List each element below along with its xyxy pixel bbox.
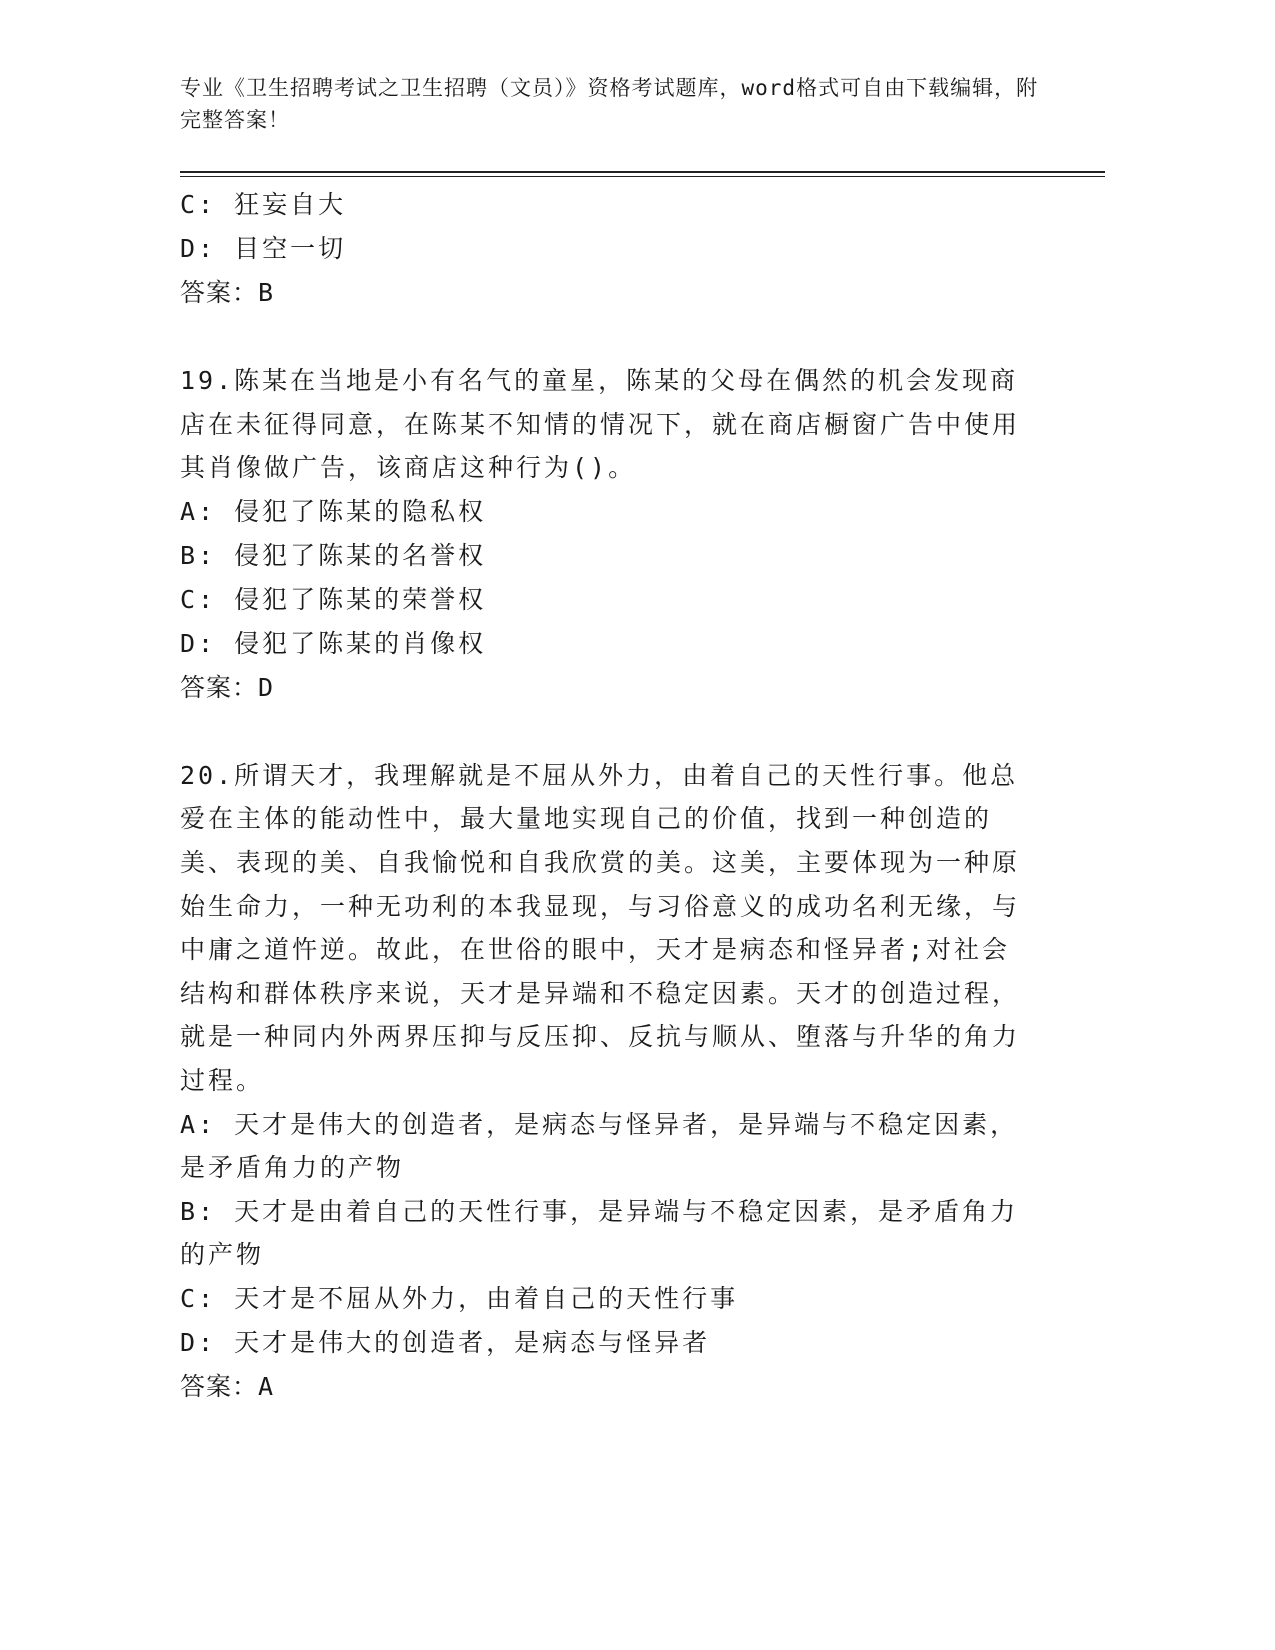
spacer bbox=[180, 710, 1030, 754]
option-c: C: 侵犯了陈某的荣誉权 bbox=[180, 584, 487, 614]
option-a: A: 侵犯了陈某的隐私权 bbox=[180, 496, 487, 526]
question-content bbox=[180, 183, 1030, 1409]
document-header bbox=[180, 72, 1040, 136]
question-19 bbox=[180, 359, 1030, 710]
previous-question-tail bbox=[180, 183, 1030, 315]
option-c: C: 天才是不屈从外力，由着自己的天性行事 bbox=[180, 1283, 739, 1313]
question-20 bbox=[180, 754, 1030, 1409]
option-d: D: 天才是伟大的创造者，是病态与怪异者 bbox=[180, 1327, 711, 1357]
answer: 答案：A bbox=[180, 1371, 275, 1401]
header-text: 专业《卫生招聘考试之卫生招聘（文员）》资格考试题库，word格式可自由下载编辑，附完整答案！ bbox=[180, 76, 1039, 132]
header-rule-thick bbox=[180, 171, 1105, 173]
option-a: A: 天才是伟大的创造者，是病态与怪异者，是异端与不稳定因素，是矛盾角力的产物 bbox=[180, 1109, 1019, 1183]
option-d: D: 目空一切 bbox=[180, 234, 347, 263]
question-stem: 20.所谓天才，我理解就是不屈从外力，由着自己的天性行事。他总爱在主体的能动性中，最大量地实现自己的价值，找到一种创造的美、表现的美、自我愉悦和自我欣赏的美。这美，主要体现为一种原始生命力，一种无功利的本我显现，与习俗意义的成功名利无缘，与中庸之道忤逆。故此，在世俗的眼中，天才是病态和怪异者;对社会结构和群体秩序来说，天才是异端和不稳定因素。天才的创造过程，就是一种同内外两界压抑与反压抑、反抗与顺从、堕落与升华的角力过程。 bbox=[180, 760, 1021, 1095]
option-d: D: 侵犯了陈某的肖像权 bbox=[180, 628, 487, 658]
answer: 答案：B bbox=[180, 278, 275, 307]
answer: 答案：D bbox=[180, 672, 275, 702]
question-stem: 19.陈某在当地是小有名气的童星，陈某的父母在偶然的机会发现商店在未征得同意，在陈某不知情的情况下，就在商店橱窗广告中使用其肖像做广告，该商店这种行为()。 bbox=[180, 366, 1021, 483]
spacer bbox=[180, 315, 1030, 359]
option-b: B: 天才是由着自己的天性行事，是异端与不稳定因素，是矛盾角力的产物 bbox=[180, 1196, 1019, 1270]
option-b: B: 侵犯了陈某的名誉权 bbox=[180, 540, 487, 570]
option-c: C: 狂妄自大 bbox=[180, 190, 347, 219]
header-rule-thin bbox=[180, 176, 1105, 177]
